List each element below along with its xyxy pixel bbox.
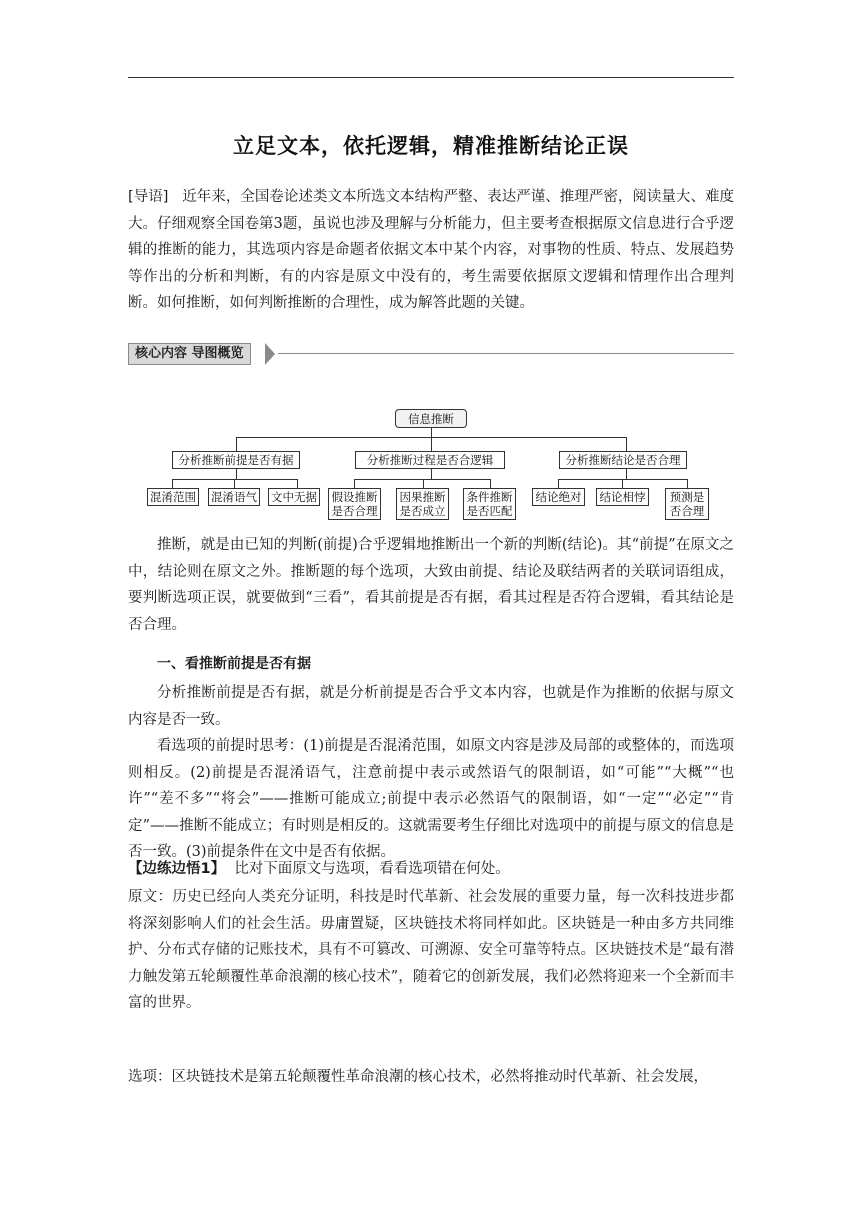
option-text: 选项：区块链技术是第五轮颠覆性革命浪潮的核心技术，必然将推动时代革新、社会发展， [128,1069,708,1085]
original-text: 原文：历史已经向人类充分证明，科技是时代革新、社会发展的重要力量，每一次科技进步都将深刻影响人们的社会生活。毋庸置疑，区块链技术将同样如此。区块链是一种由多方共同维护、分布式存储的记账技术，具有不可篡改、可溯源、安全可靠等特点。区块链技术是“最有潜力触发第五轮颠覆性革命浪潮的核心技术”，随着它的创新发展，我们必然将迎来一个全新而丰富的世界。 [128,889,734,1012]
connector [236,437,237,451]
exercise-label: 【边练边悟1】 [128,861,226,877]
intro-paragraph [128,184,734,317]
diagram-root: 信息推断 [395,409,467,428]
diagram-branch-premise: 分析推断前提是否有据 [172,451,300,469]
banner-label: 核心内容 导图概览 [128,343,251,365]
exercise-line [128,856,734,883]
connector [558,479,688,480]
connector [234,479,235,488]
intro-text: 近年来，全国卷论述类文本所选文本结构严整、表达严谨、推理严密，阅读量大、难度大。仔细观察全国卷第3题，虽说也涉及理解与分析能力，但主要考查根据原文信息进行合乎逻辑的推断的能力，其选项内容是命题者依据文本中某个内容，对事物的性质、特点、发展趋势等作出的分析和判断，有的内容是原文中没有的，考生需要依据原文逻辑和情理作出合理判断。如何推断，如何判断推断的合理性，成为解答此题的关键。 [128,189,734,312]
paragraph-premise: 分析推断前提是否有据，就是分析前提是否合乎文本内容，也就是作为推断的依据与原文内容是否一致。 [128,685,734,728]
section-heading: 一、看推断前提是否有据 [157,656,311,672]
paragraph-definition: 推断，就是由已知的判断(前提)合乎逻辑地推断出一个新的判断(结论)。其“前提”在原文之中，结论则在原文之外。推断题的每个选项，大致由前提、结论及联结两者的关联词语组成，要判断选项正误，就要做到“三看”，看其前提是否有据，看其过程是否符合逻辑，看其结论是否合理。 [128,537,734,633]
diagram-leaf: 混淆范围 [147,488,199,506]
connector [558,479,559,488]
banner-line [278,353,734,354]
diagram-leaf: 因果推断 是否成立 [396,488,449,520]
connector [431,469,432,479]
connector [626,437,627,451]
diagram-leaf: 结论绝对 [532,488,585,506]
diagram-leaf: 假设推断 是否合理 [328,488,381,520]
diagram-leaf: 预测是 否合理 [665,488,709,520]
connector [622,479,623,488]
exercise-text: 比对下面原文与选项，看看选项错在何处。 [234,861,510,877]
diagram-leaf: 结论相悖 [596,488,649,506]
connector [236,469,237,479]
diagram-leaf: 混淆语气 [208,488,260,506]
diagram-leaf: 条件推断 是否匹配 [463,488,516,520]
connector [423,479,424,488]
header-rule [128,77,734,78]
connector [172,479,173,488]
diagram-leaf: 文中无据 [268,488,320,506]
connector [431,427,432,437]
connector [354,479,355,488]
section-banner [128,343,734,365]
connector [490,479,491,488]
page-title: 立足文本，依托逻辑，精准推断结论正误 [233,134,629,158]
diagram-branch-process: 分析推断过程是否合逻辑 [355,451,505,469]
connector [297,479,298,488]
paragraph-premise-detail: 看选项的前提时思考：(1)前提是否混淆范围，如原文内容是涉及局部的或整体的，而选项则相反。(2)前提是否混淆语气，注意前提中表示或然语气的限制语，如“可能”“大概”“也许”“差不多”“将会”——推断可能成立;前提中表示必然语气的限制语，如“一定”“必定”“肯定”——推断不能成立；有时则是相反的。这就需要考生仔细比对选项中的前提与原文的信息是否一致。(3)前提条件在文中是否有依据。 [128,738,734,861]
connector [687,479,688,488]
diagram-branch-conclusion: 分析推断结论是否合理 [559,451,687,469]
connector [172,479,298,480]
intro-tag: [导语] [128,189,169,205]
connector [431,437,432,451]
connector [626,469,627,479]
banner-arrow-icon [265,343,275,365]
